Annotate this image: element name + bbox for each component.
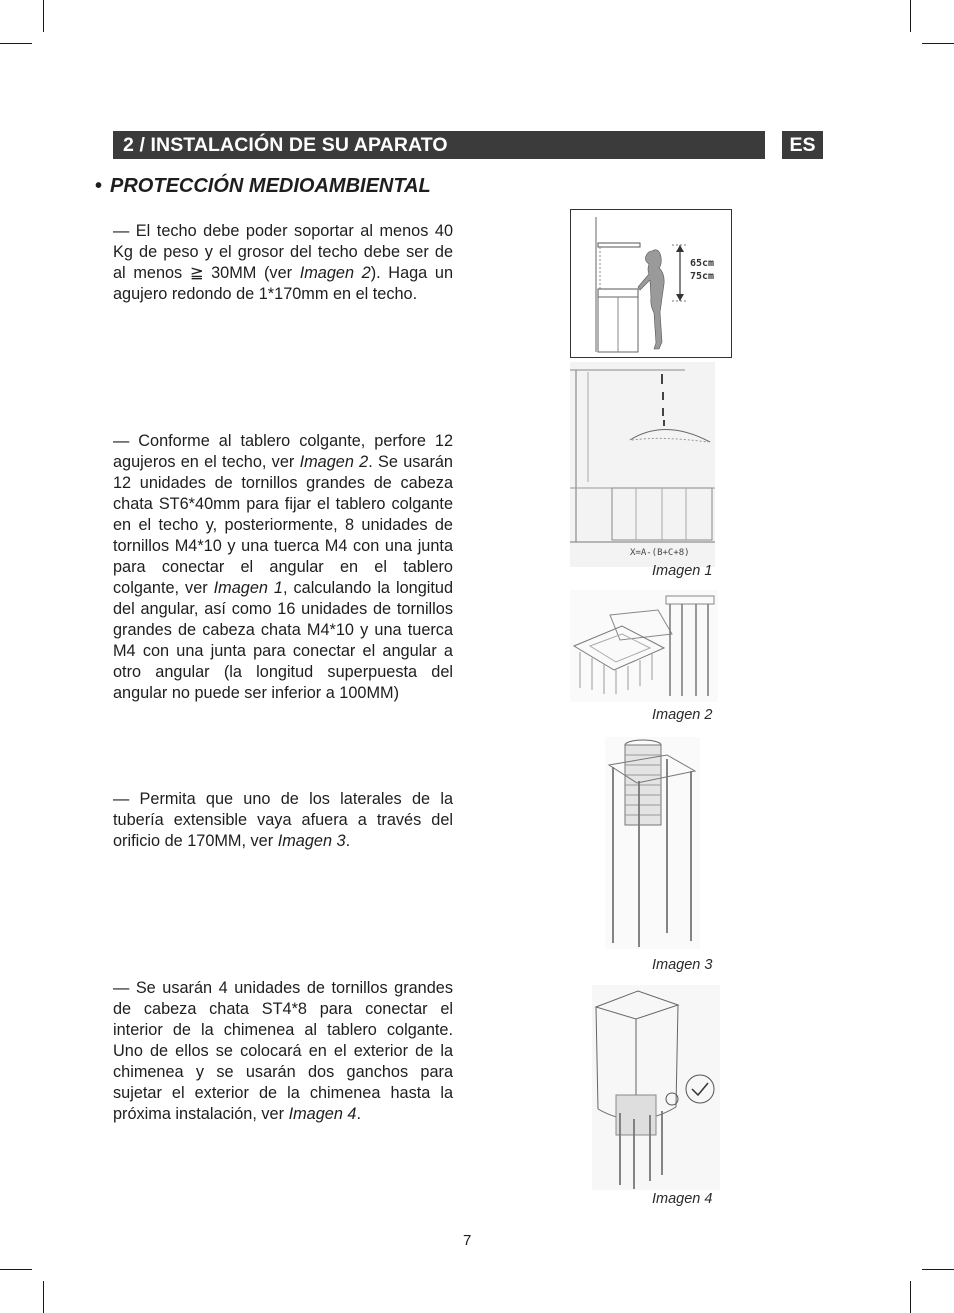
section-title: 2 / INSTALACIÓN DE SU APARATO [123, 134, 448, 156]
crop-mark [43, 0, 44, 32]
language-badge: ES [782, 131, 823, 159]
figure-4-caption: Imagen 4 [652, 1191, 713, 1207]
dimension-label: 65cm [690, 258, 715, 269]
crop-mark [910, 0, 911, 32]
formula-label: X=A-(B+C+8) [630, 548, 690, 558]
figure-2-caption: Imagen 2 [652, 707, 713, 723]
section-header-bar [113, 131, 765, 159]
figure-1-image [570, 362, 715, 567]
figure-reference: Imagen 1 [213, 579, 283, 597]
crop-mark [43, 1281, 44, 1313]
figure-reference: Imagen 3 [277, 832, 346, 850]
figure-reference: Imagen 2 [299, 453, 369, 471]
paragraph-hanging-board: — Conforme al tablero colgante, perfore 12 agujeros en el techo, ver Imagen 2. Se usarán 12 unidades de tornillos grandes de cabeza chata ST6*40mm para fijar el tablero colgante en el techo y, posteriormente, 8 unidades de tornillos M4*10 y una tuerca M4 con una junta para conectar el angular en el tablero colgante, ver Imagen 1, calculando la longitud del angular, así como 16 unidades de tornillos grandes de cabeza chata M4*10 y una tuerca M4 con una junta para conectar el angular a otro angular (la longitud superpuesta del angular no puede ser inferior a 100MM) [113, 432, 453, 702]
figure-reference: Imagen 2 [299, 264, 371, 282]
figure-reference: Imagen 4 [288, 1105, 357, 1123]
figure-3-image [605, 737, 700, 949]
crop-mark [910, 1281, 911, 1313]
figure-4-image [592, 985, 720, 1190]
figure-2-image [570, 590, 718, 702]
page-number: 7 [463, 1232, 472, 1249]
figure-3-caption: Imagen 3 [652, 957, 713, 973]
figure-1-caption: Imagen 1 [652, 563, 713, 579]
crop-mark [0, 43, 32, 44]
paragraph-chimney: — Se usarán 4 unidades de tornillos grandes de cabeza chata ST4*8 para conectar el interior de la chimenea al tablero colgante. Uno de ellos se colocará en el exterior de la chimenea y se usarán dos ganchos para sujetar el exterior de la chimenea hasta la próxima instalación, ver Imagen 4. [113, 979, 453, 1123]
crop-mark [922, 43, 954, 44]
crop-mark [0, 1269, 32, 1270]
subsection-heading [95, 175, 431, 198]
bullet: • [95, 175, 103, 197]
paragraph-extensible-pipe: — Permita que uno de los laterales de la tubería extensible vaya afuera a través del orificio de 170MM, ver Imagen 3. [113, 790, 453, 850]
dimension-label: 75cm [690, 271, 715, 282]
crop-mark [922, 1269, 954, 1270]
height-diagram [570, 209, 732, 359]
subsection-heading-text: PROTECCIÓN MEDIOAMBIENTAL [110, 175, 431, 197]
paragraph-ceiling: — El techo debe poder soportar al menos 40 Kg de peso y el grosor del techo debe ser de al menos ≧ 30MM (ver Imagen 2). Haga un agujero redondo de 1*170mm en el techo. [113, 222, 453, 303]
